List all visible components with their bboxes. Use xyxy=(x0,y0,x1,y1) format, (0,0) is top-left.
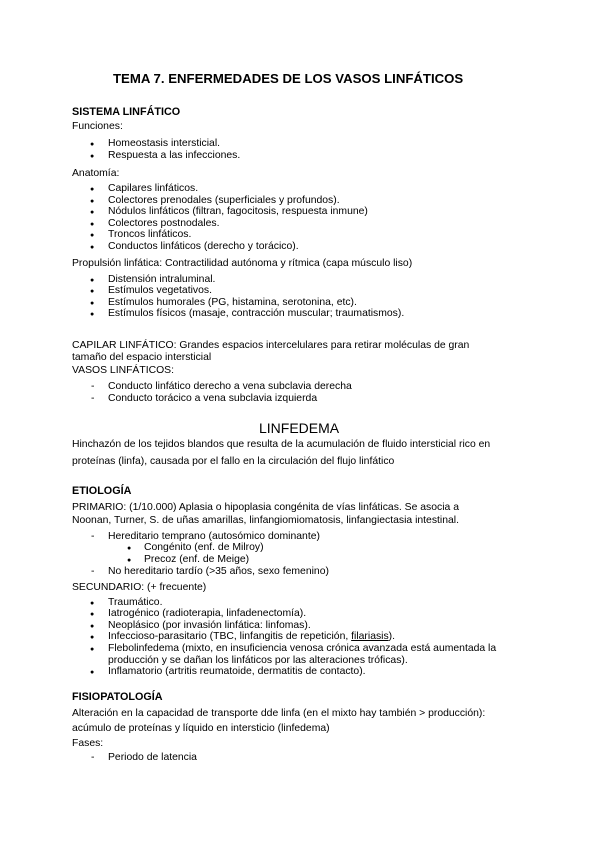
list-item: Traumático. xyxy=(108,597,163,608)
bullet-icon xyxy=(127,556,131,566)
section-heading-fisiopatologia: FISIOPATOLOGÍA xyxy=(72,691,163,703)
bullet-icon xyxy=(90,599,94,609)
dash-icon xyxy=(91,394,94,404)
anatomia-label: Anatomía: xyxy=(72,168,120,179)
infeccioso-text: Infeccioso-parasitario (TBC, linfangitis de repetición, xyxy=(108,631,352,642)
bullet-icon xyxy=(90,287,94,297)
list-item: Distensión intraluminal. xyxy=(108,274,216,285)
bullet-icon xyxy=(90,645,94,655)
bullet-icon xyxy=(90,197,94,207)
section-heading-sistema: SISTEMA LINFÁTICO xyxy=(72,106,181,118)
list-item xyxy=(108,632,395,642)
bullet-icon xyxy=(90,220,94,230)
list-item: Nódulos linfáticos (filtran, fagocitosis, respuesta inmune) xyxy=(108,206,368,217)
primario-text: PRIMARIO: (1/10.000) Aplasia o hipoplasia congénita de vías linfáticas. Se asocia a xyxy=(72,502,459,513)
list-item: Homeostasis intersticial. xyxy=(108,138,221,149)
list-item-cont: producción y se dañan los linfáticos por las alteraciones tróficas). xyxy=(108,655,408,666)
bullet-icon xyxy=(90,140,94,150)
dash-icon xyxy=(91,382,94,392)
bullet-icon xyxy=(90,152,94,162)
section-heading-linfedema: LINFEDEMA xyxy=(259,420,340,436)
list-item: Estímulos humorales (PG, histamina, serotonina, etc). xyxy=(108,297,357,308)
list-item: Respuesta a las infecciones. xyxy=(108,150,241,161)
capilar-text: CAPILAR LINFÁTICO: Grandes espacios intercelulares para retirar moléculas de gran xyxy=(72,340,470,351)
dash-icon xyxy=(91,567,94,577)
list-item: Precoz (enf. de Meige) xyxy=(144,554,250,565)
dash-icon xyxy=(91,753,94,763)
list-item: Conducto torácico a vena subclavia izquierda xyxy=(108,393,318,404)
bullet-icon xyxy=(90,231,94,241)
vasos-label: VASOS LINFÁTICOS: xyxy=(72,365,175,376)
bullet-icon xyxy=(90,633,94,643)
bullet-icon xyxy=(90,208,94,218)
list-item: Troncos linfáticos. xyxy=(108,229,192,240)
primario-text-cont: Noonan, Turner, S. de uñas amarillas, linfangiomiomatosis, linfangiectasia intestinal. xyxy=(72,515,459,526)
propulsion-label: Propulsión linfática: Contractilidad autónoma y rítmica (capa músculo liso) xyxy=(72,258,413,269)
linfedema-definition: Hinchazón de los tejidos blandos que resulta de la acumulación de fluido intersticial rico en xyxy=(72,439,491,450)
section-heading-etiologia: ETIOLOGÍA xyxy=(72,485,132,497)
list-item: Iatrogénico (radioterapia, linfadenectomía). xyxy=(108,608,307,619)
filariasis-link[interactable]: filariasis xyxy=(351,631,389,642)
list-item: No hereditario tardío (>35 años, sexo femenino) xyxy=(108,566,329,577)
list-item: Flebolinfedema (mixto, en insuficiencia venosa crónica avanzada está aumentada la xyxy=(108,643,497,654)
fisiopatologia-text-cont: acúmulo de proteínas y líquido en intersticio (linfedema) xyxy=(72,723,330,734)
bullet-icon xyxy=(90,243,94,253)
list-item: Congénito (enf. de Milroy) xyxy=(144,542,264,553)
linfedema-definition-cont: proteínas (linfa), causada por el fallo en la circulación del flujo linfático xyxy=(72,456,395,467)
funciones-label: Funciones: xyxy=(72,121,123,132)
list-item: Inflamatorio (artritis reumatoide, dermatitis de contacto). xyxy=(108,666,366,677)
list-item: Colectores prenodales (superficiales y profundos). xyxy=(108,195,340,206)
secundario-label: SECUNDARIO: (+ frecuente) xyxy=(72,582,207,593)
list-item: Hereditario temprano (autosómico dominante) xyxy=(108,531,320,542)
bullet-icon xyxy=(90,185,94,195)
dash-icon xyxy=(91,532,94,542)
infeccioso-text-end: ). xyxy=(388,631,396,642)
list-item: Conducto linfático derecho a vena subclavia derecha xyxy=(108,381,352,392)
bullet-icon xyxy=(90,299,94,309)
list-item: Capilares linfáticos. xyxy=(108,183,199,194)
bullet-icon xyxy=(90,610,94,620)
page-title: TEMA 7. ENFERMEDADES DE LOS VASOS LINFÁTICOS xyxy=(113,71,464,86)
capilar-text-cont: tamaño del espacio intersticial xyxy=(72,352,212,363)
fisiopatologia-text: Alteración en la capacidad de transporte dde linfa (en el mixto hay también > producción): xyxy=(72,708,486,719)
list-item: Periodo de latencia xyxy=(108,752,197,763)
list-item: Estímulos físicos (masaje, contracción muscular; traumatismos). xyxy=(108,308,405,319)
bullet-icon xyxy=(90,622,94,632)
list-item: Conductos linfáticos (derecho y torácico). xyxy=(108,241,299,252)
bullet-icon xyxy=(90,276,94,286)
list-item: Colectores postnodales. xyxy=(108,218,220,229)
bullet-icon xyxy=(127,544,131,554)
fases-label: Fases: xyxy=(72,738,104,749)
list-item: Neoplásico (por invasión linfática: linfomas). xyxy=(108,620,311,631)
list-item: Estímulos vegetativos. xyxy=(108,285,212,296)
bullet-icon xyxy=(90,668,94,678)
bullet-icon xyxy=(90,310,94,320)
